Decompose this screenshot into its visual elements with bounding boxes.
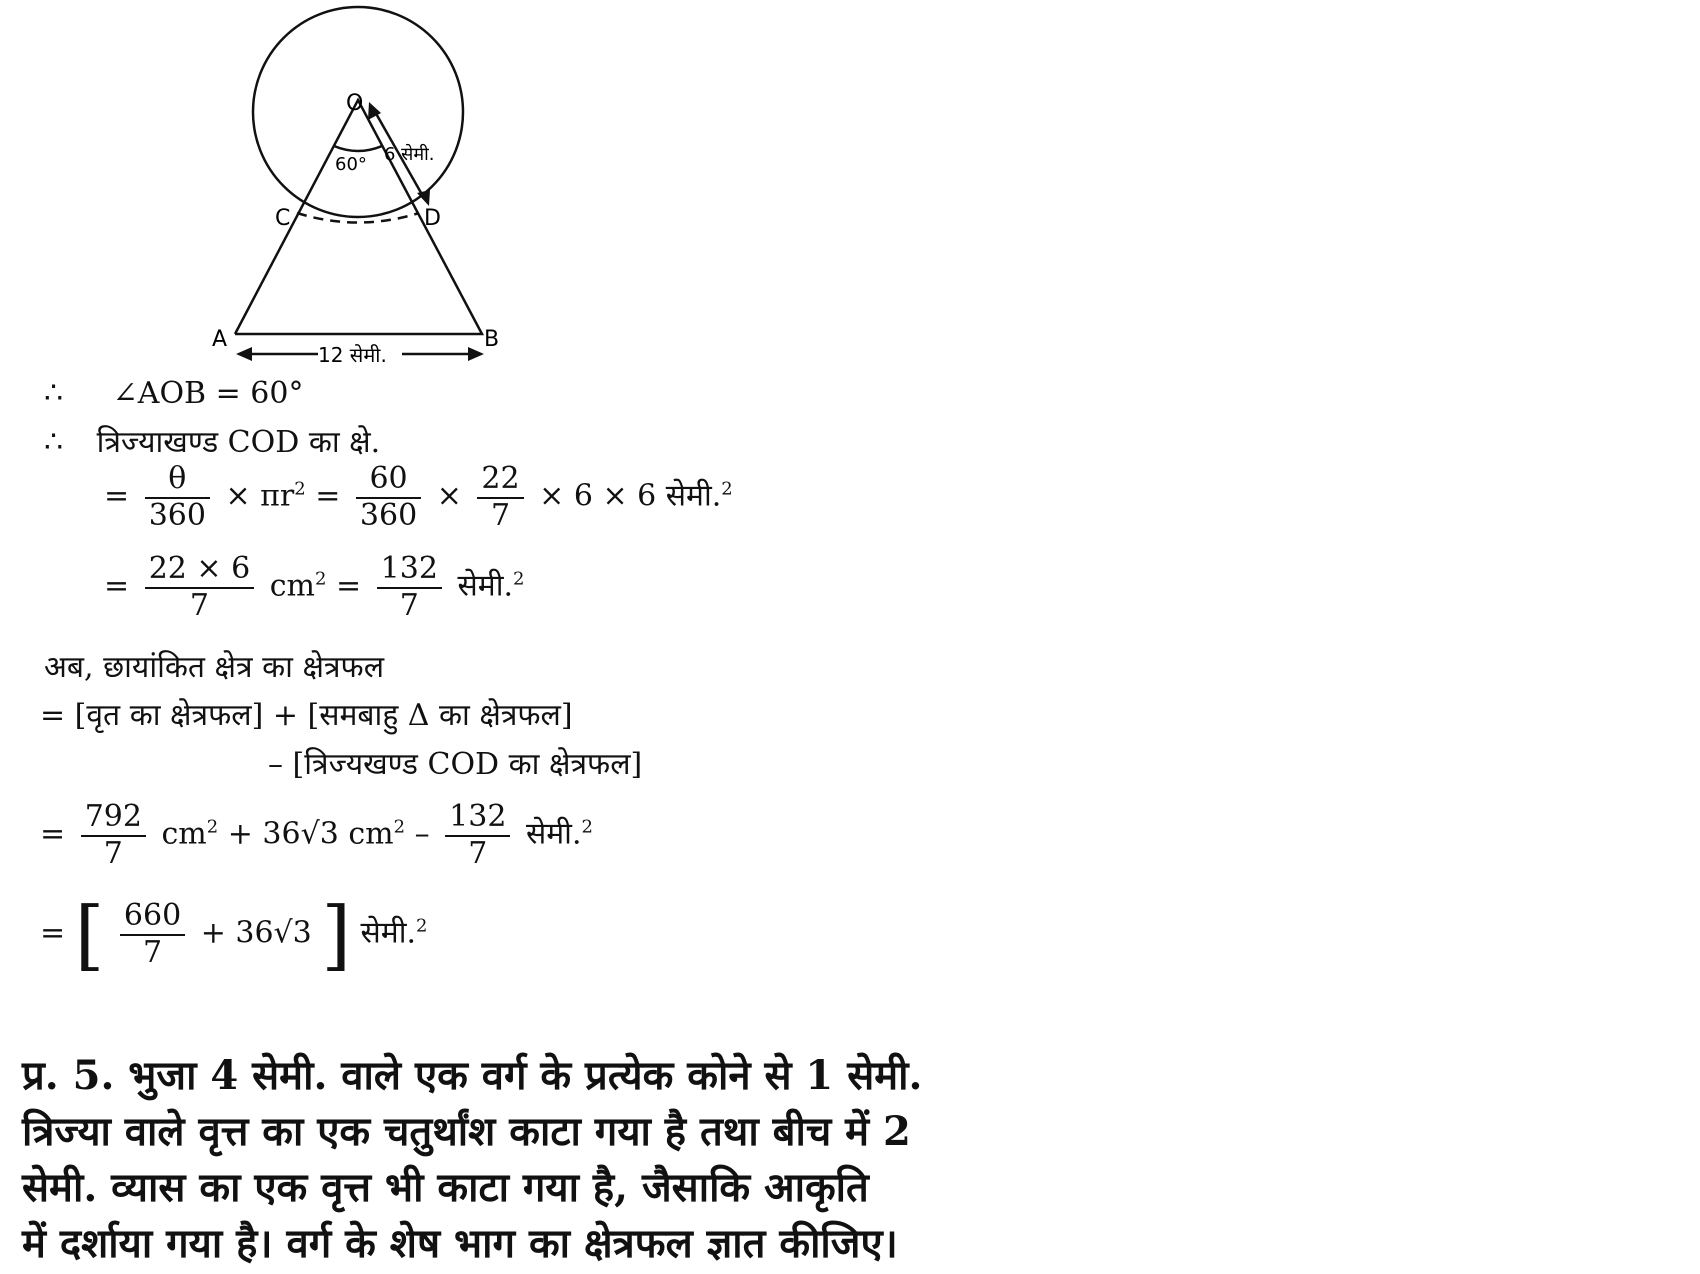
solution-line-6: = [वृत का क्षेत्रफल] + [समबाहु Δ का क्षेत्रफल] xyxy=(40,698,573,733)
pi-r-term: × πr xyxy=(225,478,295,514)
fraction-660-7: $\frac{660}{7}$ xyxy=(120,899,185,970)
question-line-4: में दर्शाया गया है। वर्ग के शेष भाग का क्षेत्रफल ज्ञात कीजिए। xyxy=(22,1220,898,1267)
angle-aob: ∠AOB = 60° xyxy=(112,376,304,411)
equals: = xyxy=(104,478,130,514)
triangle-area-term: + 36√3 cm xyxy=(227,816,394,852)
fraction-22-7: $\frac{22}{7}$ xyxy=(477,462,523,533)
multiply-tail: × 6 × 6 सेमी. xyxy=(539,478,722,514)
question-line-1: प्र. 5. भुजा 4 सेमी. वाले एक वर्ग के प्रत्येक कोने से 1 सेमी. xyxy=(22,1052,923,1099)
equals: = xyxy=(40,915,66,951)
fraction-60-360: $\frac{60}{360}$ xyxy=(356,462,421,533)
fraction-theta-360: $\frac{\theta}{360}$ xyxy=(145,462,210,533)
equals: = xyxy=(40,816,66,852)
equals: = xyxy=(104,568,130,604)
base-arrow-right xyxy=(468,347,484,361)
angle-label: 60° xyxy=(335,154,367,175)
solution-line-1 xyxy=(44,376,303,411)
open-bracket: [ xyxy=(74,890,105,979)
geometry-figure xyxy=(0,0,560,380)
radius-label: 6 सेमी. xyxy=(384,144,435,165)
therefore-symbol: ∴ xyxy=(44,425,64,460)
vertex-label-o: O xyxy=(346,91,364,116)
unit-cm: cm xyxy=(269,568,315,604)
vertex-label-b: B xyxy=(484,327,500,352)
solution-line-2 xyxy=(44,420,380,461)
close-bracket: ] xyxy=(321,890,351,979)
point-label-c: C xyxy=(275,206,291,231)
unit-semi: सेमी. xyxy=(360,915,417,951)
minus-sign: – xyxy=(414,816,430,852)
fraction-132-7: $\frac{132}{7}$ xyxy=(377,552,442,623)
question-line-3: सेमी. व्यास का एक वृत्त भी काटा गया है, जैसाकि आकृति xyxy=(22,1164,869,1211)
unit-semi: सेमी. xyxy=(457,568,513,604)
solution-line-8: = $\frac{792}{7}$ $cm^2 + 36√3$ $cm^2$ – $\frac{132}{7}$ सेमी.$^2$ xyxy=(40,799,593,871)
fraction-22x6-7: $\frac{22 \times 6}{7}$ xyxy=(145,552,254,623)
question-line-2: त्रिज्या वाले वृत्त का एक चतुर्थांश काटा गया है तथा बीच में 2 xyxy=(22,1108,911,1155)
solution-line-4: = $\frac{22 \times 6}{7}$ $cm^2$ = $\frac{132}{7}$ सेमी.$^2$ xyxy=(104,551,525,623)
base-arrow-left xyxy=(236,347,252,361)
solution-line-3: = $\frac{\theta}{360}$ × $\pi r^2$ = $\frac{60}{360}$ × $\frac{22}{7}$ × 6 × 6 सेमी.$^2$ xyxy=(104,461,733,533)
solution-line-5: अब, छायांकित क्षेत्र का क्षेत्रफल xyxy=(44,650,385,685)
sqrt-term: + 36√3 xyxy=(200,915,312,951)
unit-semi: सेमी. xyxy=(525,816,582,852)
times-sign: × xyxy=(436,478,462,514)
fraction-132-7: $\frac{132}{7}$ xyxy=(445,800,510,871)
question-5 xyxy=(22,1048,922,1272)
unit-cm: cm xyxy=(161,816,207,852)
therefore-symbol: ∴ xyxy=(44,376,64,411)
equals: = xyxy=(315,478,341,514)
base-label: 12 सेमी. xyxy=(318,343,387,367)
equals: = xyxy=(335,568,362,604)
sector-area-label: त्रिज्याखण्ड COD का क्षे. xyxy=(96,425,381,460)
angle-arc xyxy=(334,146,382,151)
point-label-d: D xyxy=(424,206,441,231)
vertex-label-a: A xyxy=(212,327,228,352)
solution-line-9: = [ $\frac{660}{7}$ + 36√3 ] सेमी.$^2$ xyxy=(40,890,428,979)
solution-line-7: – [त्रिज्यखण्ड COD का क्षेत्रफल] xyxy=(268,747,643,782)
fraction-792-7: $\frac{792}{7}$ xyxy=(81,800,146,871)
